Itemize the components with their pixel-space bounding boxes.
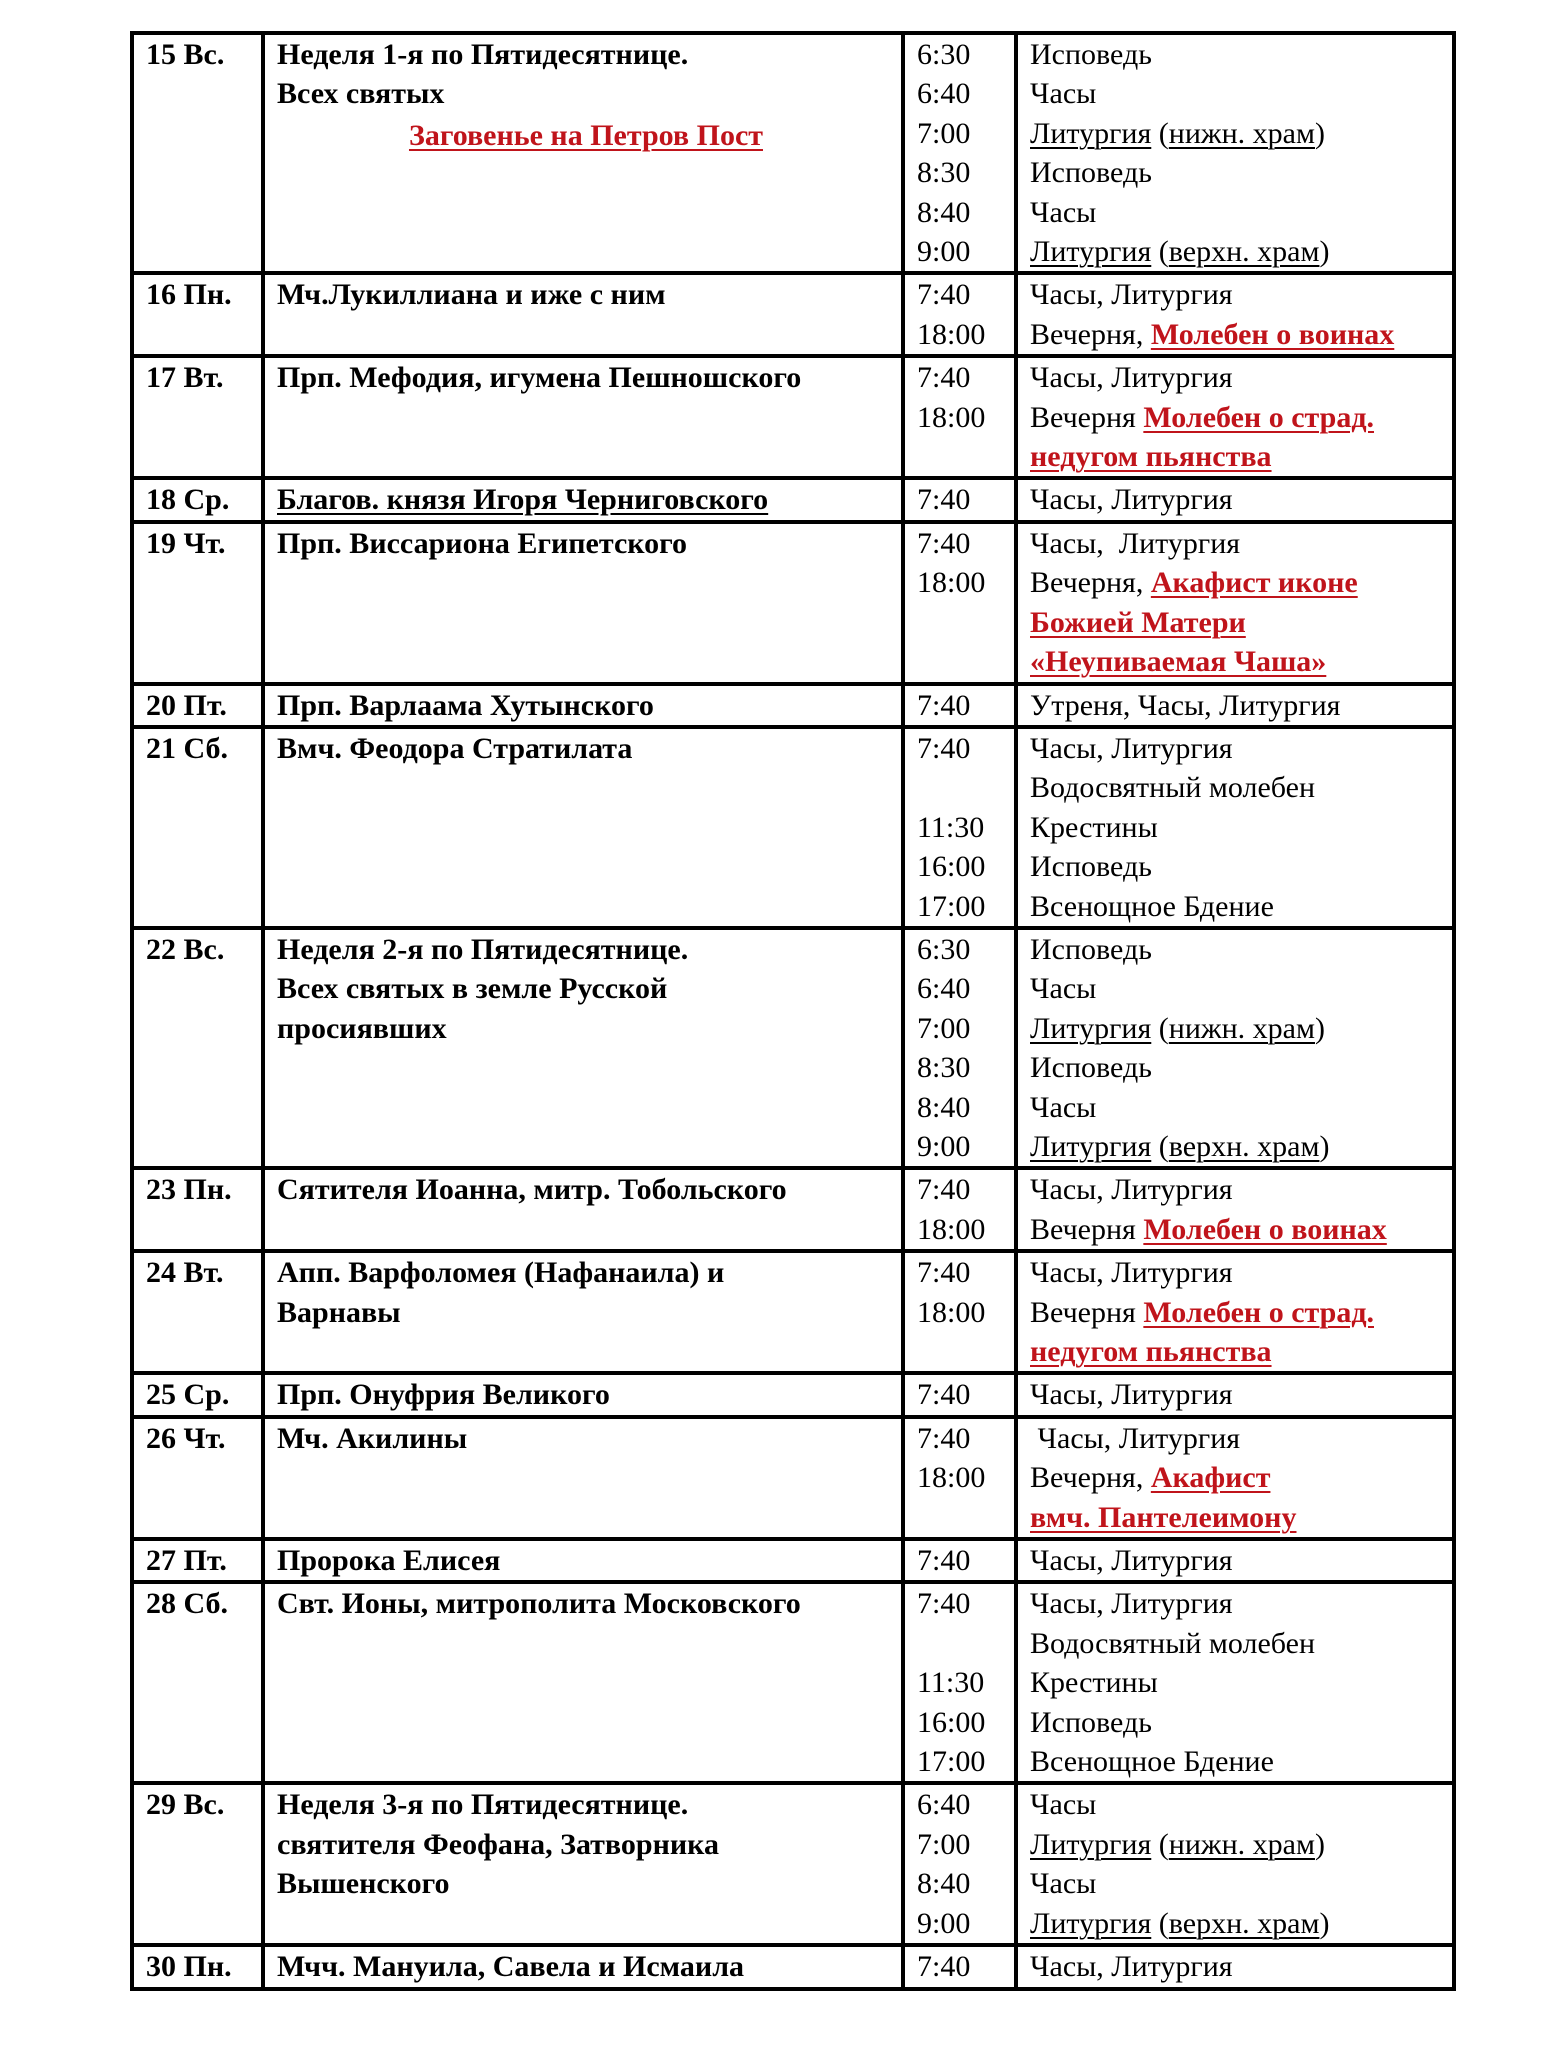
time-line: 6:30 bbox=[917, 932, 971, 966]
time-line: 18:00 bbox=[917, 566, 986, 600]
service-line bbox=[1030, 437, 1446, 476]
time-line: 7:00 bbox=[917, 1827, 971, 1861]
feast-cell bbox=[263, 1168, 903, 1251]
service-text: ( bbox=[1151, 235, 1169, 269]
time-line: 7:40 bbox=[917, 1587, 971, 1621]
date-cell: 27 Пт. bbox=[132, 1539, 263, 1582]
time-line: 8:30 bbox=[917, 1051, 971, 1085]
time-line: 7:40 bbox=[917, 483, 971, 517]
service-text: Часы, Литургия bbox=[1030, 1421, 1241, 1455]
service-line bbox=[1030, 1541, 1446, 1580]
service-line bbox=[1030, 74, 1446, 113]
highlight-service: вмч. Пантелеимону bbox=[1030, 1500, 1297, 1534]
service-line bbox=[1030, 563, 1446, 602]
table-row bbox=[132, 273, 1454, 356]
date-cell: 28 Сб. bbox=[132, 1582, 263, 1783]
time-line: 18:00 bbox=[917, 1295, 986, 1329]
feast-line: Вмч. Феодора Стратилата bbox=[277, 731, 633, 765]
time-cell bbox=[903, 1168, 1016, 1251]
service-text: ( bbox=[1151, 1906, 1169, 1940]
service-cell bbox=[1016, 1373, 1454, 1416]
time-line: 8:40 bbox=[917, 195, 971, 229]
service-text: Исповедь bbox=[1030, 156, 1152, 190]
time-line: 6:40 bbox=[917, 1788, 971, 1822]
service-text: Часы, Литургия bbox=[1030, 1950, 1233, 1984]
time-cell bbox=[903, 928, 1016, 1168]
service-line bbox=[1030, 232, 1446, 271]
time-line: 6:40 bbox=[917, 972, 971, 1006]
service-text: Вечерня, bbox=[1030, 317, 1151, 351]
time-cell bbox=[903, 1373, 1016, 1416]
feast-line: Мчч. Мануила, Савела и Исмаила bbox=[277, 1950, 745, 1984]
service-line bbox=[1030, 524, 1446, 563]
feast-line: Апп. Варфоломея (Нафанаила) и bbox=[277, 1256, 725, 1290]
time-cell bbox=[903, 356, 1016, 478]
time-line: 17:00 bbox=[917, 1745, 986, 1779]
time-line: 18:00 bbox=[917, 317, 986, 351]
service-line bbox=[1030, 315, 1446, 354]
service-line bbox=[1030, 1663, 1446, 1702]
service-line bbox=[1030, 1864, 1446, 1903]
feast-line: Мч. Акилины bbox=[277, 1421, 468, 1455]
service-text: Часы, Литургия bbox=[1030, 1378, 1233, 1412]
highlight-service: «Неупиваемая Чаша» bbox=[1030, 645, 1327, 679]
service-line bbox=[1030, 358, 1446, 397]
time-line: 9:00 bbox=[917, 235, 971, 269]
time-cell bbox=[903, 1417, 1016, 1539]
schedule-table bbox=[130, 31, 1456, 1991]
time-line: 6:40 bbox=[917, 77, 971, 111]
feast-cell bbox=[263, 356, 903, 478]
service-line bbox=[1030, 969, 1446, 1008]
feast-cell bbox=[263, 1417, 903, 1539]
service-text: Литургия bbox=[1030, 1827, 1152, 1861]
service-text: Исповедь bbox=[1030, 850, 1152, 884]
service-line bbox=[1030, 642, 1446, 681]
feast-line: Благов. князя Игоря Черниговского bbox=[277, 483, 769, 517]
time-line: 7:40 bbox=[917, 1378, 971, 1412]
service-text: Часы, Литургия bbox=[1030, 1256, 1233, 1290]
feast-cell bbox=[263, 1945, 903, 1988]
feast-line: Варнавы bbox=[277, 1295, 401, 1329]
time-cell bbox=[903, 478, 1016, 521]
feast-line: Прп. Варлаама Хутынского bbox=[277, 688, 654, 722]
feast-line: Всех святых в земле Русской bbox=[277, 972, 668, 1006]
highlight-service: Божией Матери bbox=[1030, 605, 1246, 639]
highlight-service: Молебен о страд. bbox=[1143, 1295, 1374, 1329]
schedule-body bbox=[132, 33, 1454, 1989]
service-text: Часы bbox=[1030, 1090, 1097, 1124]
service-line bbox=[1030, 114, 1446, 153]
service-line bbox=[1030, 1127, 1446, 1166]
table-row bbox=[132, 1168, 1454, 1251]
table-row bbox=[132, 356, 1454, 478]
time-cell bbox=[903, 1539, 1016, 1582]
service-line bbox=[1030, 1458, 1446, 1497]
date-cell: 25 Ср. bbox=[132, 1373, 263, 1416]
time-line: 17:00 bbox=[917, 889, 986, 923]
service-text: ( bbox=[1151, 1827, 1169, 1861]
service-line bbox=[1030, 193, 1446, 232]
time-line: 8:40 bbox=[917, 1090, 971, 1124]
feast-cell bbox=[263, 522, 903, 684]
service-line bbox=[1030, 1703, 1446, 1742]
date-cell: 15 Вс. bbox=[132, 33, 263, 273]
service-text: верхн. храм bbox=[1168, 1129, 1320, 1163]
service-line bbox=[1030, 1904, 1446, 1943]
service-text: Вечерня bbox=[1030, 400, 1144, 434]
service-cell bbox=[1016, 273, 1454, 356]
service-line bbox=[1030, 1048, 1446, 1087]
service-line bbox=[1030, 603, 1446, 642]
service-cell bbox=[1016, 684, 1454, 727]
feast-note: Заговенье на Петров Пост bbox=[408, 118, 763, 152]
feast-line: Неделя 3-я по Пятидесятнице. bbox=[277, 1788, 689, 1822]
service-line bbox=[1030, 1419, 1446, 1458]
time-line: 18:00 bbox=[917, 400, 986, 434]
service-text: Литургия bbox=[1030, 235, 1152, 269]
time-cell bbox=[903, 1251, 1016, 1373]
date-cell: 20 Пт. bbox=[132, 684, 263, 727]
service-line bbox=[1030, 686, 1446, 725]
feast-line: Пророка Елисея bbox=[277, 1544, 501, 1578]
table-row bbox=[132, 1582, 1454, 1783]
service-text: Часы, Литургия bbox=[1030, 1587, 1233, 1621]
time-line: 16:00 bbox=[917, 1705, 986, 1739]
date-cell: 30 Пн. bbox=[132, 1945, 263, 1988]
feast-cell bbox=[263, 684, 903, 727]
service-line bbox=[1030, 887, 1446, 926]
time-line: 7:40 bbox=[917, 526, 971, 560]
table-row bbox=[132, 1783, 1454, 1945]
service-cell bbox=[1016, 1251, 1454, 1373]
service-text: Водосвятный молебен bbox=[1030, 771, 1316, 805]
service-text: Вечерня, bbox=[1030, 566, 1151, 600]
service-line bbox=[1030, 930, 1446, 969]
service-line bbox=[1030, 398, 1446, 437]
highlight-service: Молебен о воинах bbox=[1143, 1212, 1387, 1246]
service-text: Часы bbox=[1030, 1788, 1097, 1822]
service-line bbox=[1030, 1088, 1446, 1127]
service-line bbox=[1030, 153, 1446, 192]
date-cell: 26 Чт. bbox=[132, 1417, 263, 1539]
service-cell bbox=[1016, 1417, 1454, 1539]
feast-cell bbox=[263, 1251, 903, 1373]
service-text: Утреня, Часы, Литургия bbox=[1030, 688, 1341, 722]
feast-line: Прп. Виссариона Египетского bbox=[277, 526, 688, 560]
time-line: 7:40 bbox=[917, 1950, 971, 1984]
time-line: 7:40 bbox=[917, 361, 971, 395]
feast-cell bbox=[263, 1582, 903, 1783]
service-cell bbox=[1016, 1582, 1454, 1783]
service-line bbox=[1030, 1624, 1446, 1663]
service-text: Исповедь bbox=[1030, 38, 1152, 71]
service-text: Крестины bbox=[1030, 810, 1158, 844]
service-text: ( bbox=[1151, 1129, 1169, 1163]
spacer bbox=[277, 114, 895, 115]
time-cell bbox=[903, 1945, 1016, 1988]
feast-line: Всех святых bbox=[277, 77, 445, 111]
service-text: ) bbox=[1319, 235, 1330, 269]
service-line bbox=[1030, 480, 1446, 519]
service-text: ( bbox=[1151, 1011, 1169, 1045]
service-cell bbox=[1016, 522, 1454, 684]
time-line: 18:00 bbox=[917, 1461, 986, 1495]
service-cell bbox=[1016, 727, 1454, 928]
time-cell bbox=[903, 33, 1016, 273]
service-text: Литургия bbox=[1030, 1129, 1152, 1163]
highlight-service: недугом пьянства bbox=[1030, 1335, 1272, 1368]
service-text: ) bbox=[1319, 1906, 1330, 1940]
date-cell: 24 Вт. bbox=[132, 1251, 263, 1373]
service-text: Часы bbox=[1030, 195, 1097, 229]
table-row bbox=[132, 928, 1454, 1168]
service-text: ) bbox=[1314, 1011, 1325, 1045]
time-line: 11:30 bbox=[917, 810, 985, 844]
service-text: Всенощное Бдение bbox=[1030, 1745, 1274, 1779]
time-line: 7:40 bbox=[917, 278, 971, 312]
service-text: Часы bbox=[1030, 1867, 1097, 1901]
highlight-service: Молебен о страд. bbox=[1143, 400, 1374, 434]
service-line bbox=[1030, 1498, 1446, 1537]
feast-cell bbox=[263, 1373, 903, 1416]
feast-cell bbox=[263, 478, 903, 521]
service-text: Часы, Литургия bbox=[1030, 483, 1233, 517]
service-line bbox=[1030, 1785, 1446, 1824]
table-row bbox=[132, 1539, 1454, 1582]
service-cell bbox=[1016, 356, 1454, 478]
feast-cell bbox=[263, 928, 903, 1168]
service-text: Вечерня bbox=[1030, 1212, 1144, 1246]
feast-cell bbox=[263, 33, 903, 273]
service-line bbox=[1030, 1584, 1446, 1623]
table-row bbox=[132, 478, 1454, 521]
service-text: Часы, Литургия bbox=[1030, 1544, 1233, 1578]
service-line bbox=[1030, 35, 1446, 74]
service-text: Литургия bbox=[1030, 1906, 1152, 1940]
service-line bbox=[1030, 1009, 1446, 1048]
service-text: Часы bbox=[1030, 77, 1097, 111]
service-text: Крестины bbox=[1030, 1666, 1158, 1700]
service-line bbox=[1030, 768, 1446, 807]
date-cell: 23 Пн. bbox=[132, 1168, 263, 1251]
feast-cell bbox=[263, 727, 903, 928]
highlight-service: Молебен о воинах bbox=[1150, 317, 1395, 351]
service-line bbox=[1030, 729, 1446, 768]
feast-cell bbox=[263, 273, 903, 356]
service-text: ( bbox=[1151, 116, 1169, 150]
time-line: 18:00 bbox=[917, 1212, 986, 1246]
feast-line: Неделя 2-я по Пятидесятнице. bbox=[277, 932, 689, 966]
service-text: ) bbox=[1314, 116, 1325, 150]
time-line: 6:30 bbox=[917, 38, 971, 71]
service-line bbox=[1030, 1293, 1446, 1332]
service-text: ) bbox=[1314, 1827, 1325, 1861]
time-line: 16:00 bbox=[917, 850, 986, 884]
feast-cell bbox=[263, 1539, 903, 1582]
service-cell bbox=[1016, 928, 1454, 1168]
service-line bbox=[1030, 1170, 1446, 1209]
feast-line: просиявших bbox=[277, 1011, 447, 1045]
service-text: Часы, Литургия bbox=[1030, 278, 1233, 312]
service-text: Водосвятный молебен bbox=[1030, 1626, 1316, 1660]
service-text: Исповедь bbox=[1030, 932, 1152, 966]
table-row bbox=[132, 522, 1454, 684]
highlight-service: Акафист иконе bbox=[1150, 566, 1358, 600]
service-text: Часы, Литургия bbox=[1030, 731, 1233, 765]
time-line: 9:00 bbox=[917, 1906, 971, 1940]
feast-line: Прп. Онуфрия Великого bbox=[277, 1378, 610, 1412]
service-line bbox=[1030, 808, 1446, 847]
time-cell bbox=[903, 1783, 1016, 1945]
service-text: Вечерня, bbox=[1030, 1461, 1151, 1495]
time-line: 7:40 bbox=[917, 731, 971, 765]
highlight-service: Акафист bbox=[1150, 1461, 1271, 1495]
time-line bbox=[917, 1624, 1008, 1663]
time-cell bbox=[903, 1582, 1016, 1783]
service-line bbox=[1030, 275, 1446, 314]
service-cell bbox=[1016, 1783, 1454, 1945]
service-text: нижн. храм bbox=[1168, 116, 1315, 150]
service-text: Литургия bbox=[1030, 1011, 1152, 1045]
feast-line: Вышенского bbox=[277, 1867, 450, 1901]
feast-line: Сятителя Иоанна, митр. Тобольского bbox=[277, 1173, 787, 1207]
service-text: Литургия bbox=[1030, 116, 1152, 150]
time-line: 7:00 bbox=[917, 116, 971, 150]
feast-line: Мч.Лукиллиана и иже с ним bbox=[277, 278, 666, 312]
service-text: Вечерня bbox=[1030, 1295, 1144, 1329]
service-text: Часы, Литургия bbox=[1030, 526, 1241, 560]
highlight-service: недугом пьянства bbox=[1030, 440, 1272, 474]
service-line bbox=[1030, 1742, 1446, 1781]
time-cell bbox=[903, 684, 1016, 727]
service-line bbox=[1030, 1253, 1446, 1292]
feast-line: святителя Феофана, Затворника bbox=[277, 1827, 719, 1861]
time-line: 7:40 bbox=[917, 1421, 971, 1455]
service-cell bbox=[1016, 33, 1454, 273]
service-text: нижн. храм bbox=[1168, 1011, 1315, 1045]
service-text: Часы, Литургия bbox=[1030, 1173, 1233, 1207]
table-row bbox=[132, 33, 1454, 273]
date-cell: 29 Вс. bbox=[132, 1783, 263, 1945]
service-cell bbox=[1016, 1945, 1454, 1988]
service-text: Часы, Литургия bbox=[1030, 361, 1233, 395]
service-line bbox=[1030, 1375, 1446, 1414]
service-cell bbox=[1016, 478, 1454, 521]
time-line: 9:00 bbox=[917, 1129, 971, 1163]
time-line: 11:30 bbox=[917, 1666, 985, 1700]
feast-line: Неделя 1-я по Пятидесятнице. bbox=[277, 38, 689, 71]
service-cell bbox=[1016, 1539, 1454, 1582]
date-cell: 19 Чт. bbox=[132, 522, 263, 684]
table-row bbox=[132, 1417, 1454, 1539]
date-cell: 21 Сб. bbox=[132, 727, 263, 928]
time-line: 7:40 bbox=[917, 688, 971, 722]
date-cell: 17 Вт. bbox=[132, 356, 263, 478]
date-cell: 22 Вс. bbox=[132, 928, 263, 1168]
date-cell: 16 Пн. bbox=[132, 273, 263, 356]
time-line: 8:30 bbox=[917, 156, 971, 190]
service-text: Исповедь bbox=[1030, 1051, 1152, 1085]
table-row bbox=[132, 1251, 1454, 1373]
feast-cell bbox=[263, 1783, 903, 1945]
service-line bbox=[1030, 1947, 1446, 1986]
date-cell: 18 Ср. bbox=[132, 478, 263, 521]
service-text: верхн. храм bbox=[1168, 1906, 1320, 1940]
table-row bbox=[132, 1373, 1454, 1416]
table-row bbox=[132, 684, 1454, 727]
service-text: Часы bbox=[1030, 972, 1097, 1006]
time-line: 7:40 bbox=[917, 1256, 971, 1290]
table-row bbox=[132, 1945, 1454, 1988]
service-line bbox=[1030, 1210, 1446, 1249]
time-line bbox=[917, 768, 1008, 807]
time-cell bbox=[903, 273, 1016, 356]
service-text: Всенощное Бдение bbox=[1030, 889, 1274, 923]
service-text: нижн. храм bbox=[1168, 1827, 1315, 1861]
service-line bbox=[1030, 847, 1446, 886]
time-line: 8:40 bbox=[917, 1867, 971, 1901]
service-text: верхн. храм bbox=[1168, 235, 1320, 269]
time-cell bbox=[903, 522, 1016, 684]
time-line: 7:40 bbox=[917, 1544, 971, 1578]
table-row bbox=[132, 727, 1454, 928]
service-cell bbox=[1016, 1168, 1454, 1251]
time-line: 7:00 bbox=[917, 1011, 971, 1045]
feast-line: Прп. Мефодия, игумена Пешношского bbox=[277, 361, 802, 395]
feast-line: Свт. Ионы, митрополита Московского bbox=[277, 1587, 801, 1621]
service-text: Исповедь bbox=[1030, 1705, 1152, 1739]
service-text: ) bbox=[1319, 1129, 1330, 1163]
service-line bbox=[1030, 1825, 1446, 1864]
time-cell bbox=[903, 727, 1016, 928]
time-line: 7:40 bbox=[917, 1173, 971, 1207]
service-line bbox=[1030, 1332, 1446, 1371]
